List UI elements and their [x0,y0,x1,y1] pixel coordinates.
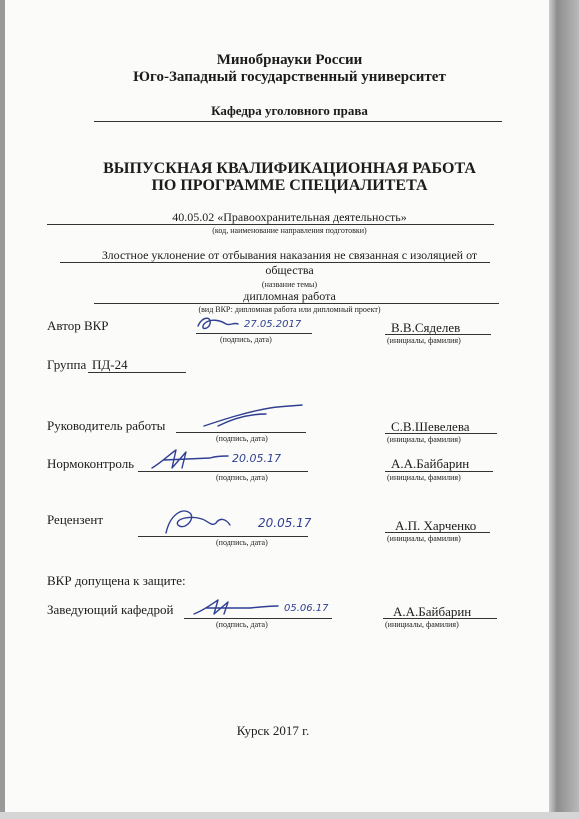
admitted-to-defense: ВКР допущена к защите: [47,573,186,588]
topic-line-1: Злостное уклонение от отбывания наказания не связанная с изоляцией от [101,248,478,262]
reviewer-name-line [385,532,490,533]
work-type-value: дипломная работа [243,289,336,303]
normcontrol-sig-line [138,471,308,472]
specialty-caption: (код, наименование направления подготовки) [212,226,367,235]
university-name: Юго-Западный государственный университет [133,69,446,85]
group-value: ПД-24 [92,357,128,372]
supervisor-signature [200,402,310,432]
author-name-caption: (инициалы, фамилия) [387,336,461,345]
ministry-name: Минобрнауки России [216,52,363,68]
reviewer-sig-caption: (подпись, дата) [216,538,268,547]
author-signature [192,312,312,334]
author-sig-line [196,333,312,334]
group-label: Группа [47,357,87,372]
author-name-line [385,334,491,335]
head-sig-caption: (подпись, дата) [216,620,268,629]
reviewer-signature [160,505,322,539]
reviewer-label: Рецензент [47,512,104,527]
department-name: Кафедра уголовного права [211,103,368,118]
normcontrol-signature [146,446,308,474]
supervisor-name: С.В.Шевелева [391,419,470,434]
reviewer-sig-line [138,536,308,537]
department-underline [94,121,502,122]
work-type-caption: (вид ВКР: дипломная работа или дипломный проект) [198,305,381,314]
group-line [88,372,186,373]
specialty-value: 40.05.02 «Правоохранительная деятельность» [172,210,407,224]
work-title-line-1: ВЫПУСКНАЯ КВАЛИФИКАЦИОННАЯ РАБОТА [103,160,476,177]
normcontrol-name-line [385,471,493,472]
supervisor-name-line [385,433,497,434]
head-sig-line [184,618,332,619]
reviewer-name-caption: (инициалы, фамилия) [387,534,461,543]
head-label: Заведующий кафедрой [47,602,174,617]
head-name: А.А.Байбарин [393,604,472,619]
svg-text:20.05.17: 20.05.17 [258,516,312,530]
work-title-line-2: ПО ПРОГРАММЕ СПЕЦИАЛИТЕТА [151,177,428,194]
scan-right-edge [549,0,579,819]
normcontrol-label: Нормоконтроль [47,456,135,471]
normcontrol-name: А.А.Байбарин [391,456,470,471]
author-label: Автор ВКР [47,318,109,333]
svg-text:05.06.17: 05.06.17 [284,603,329,614]
svg-text:20.05.17: 20.05.17 [232,452,281,465]
city-year: Курск 2017 г. [236,723,310,738]
scan-bottom-edge [0,812,579,819]
work-type-line [94,303,499,304]
topic-caption: (название темы) [261,280,318,289]
head-name-line [383,618,497,619]
normcontrol-sig-caption: (подпись, дата) [216,473,268,482]
topic-line-2: общества [265,263,314,277]
normcontrol-name-caption: (инициалы, фамилия) [387,473,461,482]
reviewer-name: А.П. Харченко [395,518,477,533]
supervisor-name-caption: (инициалы, фамилия) [387,435,461,444]
scan-left-edge [0,0,5,819]
author-name: В.В.Сяделев [391,320,461,335]
specialty-line [47,224,494,225]
svg-text:27.05.2017: 27.05.2017 [244,319,302,330]
author-sig-caption: (подпись, дата) [220,335,272,344]
supervisor-sig-caption: (подпись, дата) [216,434,268,443]
supervisor-sig-line [176,432,306,433]
head-name-caption: (инициалы, фамилия) [385,620,459,629]
supervisor-label: Руководитель работы [47,418,166,433]
head-signature [186,596,336,620]
